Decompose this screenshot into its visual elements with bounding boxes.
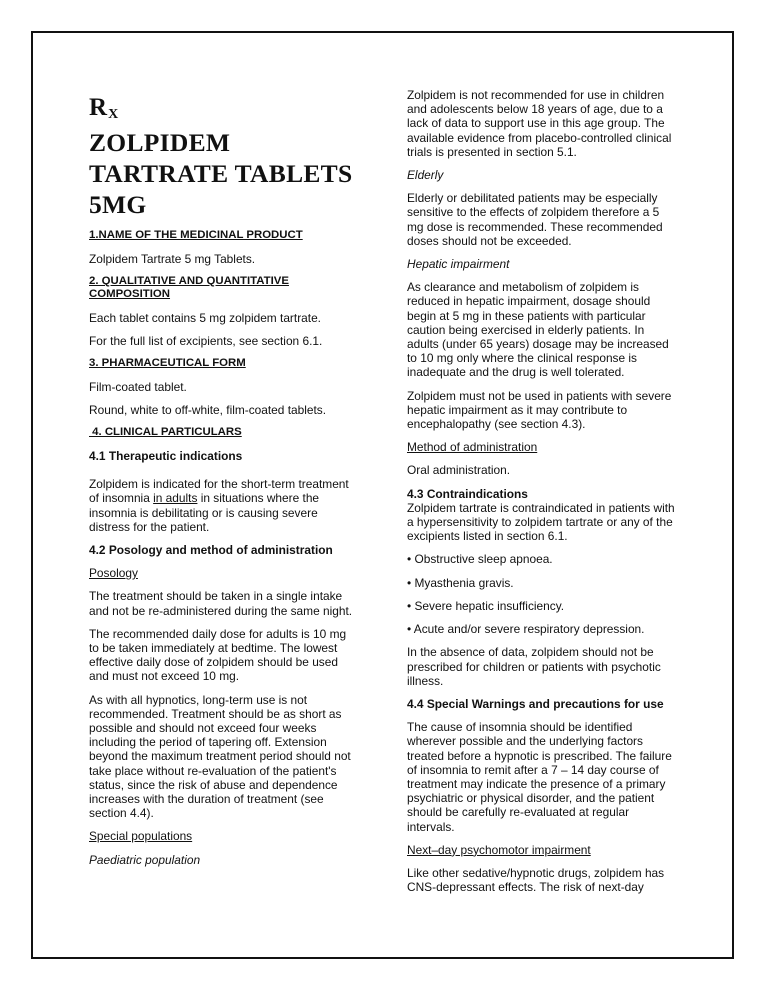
posology-text: As with all hypnotics, long-term use is not recommended. Treatment should be as short as possible and should not exceed four weeks including the period of tapering off. Extension beyond the maximum treatment period should not take place without re-evaluation of the patient's status, since the risk of abuse and dependence increases with the duration of treatment (see section 4.4).: [89, 692, 351, 821]
contraindications-text: In the absence of data, zolpidem should not be prescribed for children or patients with psychotic illness.: [407, 645, 661, 688]
posology-text: The recommended daily dose for adults is 10 mg to be taken immediately at bedtime. The lowest effective daily dose of zolpidem should be used and must not exceed 10 mg.: [89, 626, 347, 684]
elderly-text: Elderly or debilitated patients may be especially sensitive to the effects of zolpidem therefore a 5 mg dose is recommended. These recommended doses should not be exceeded.: [407, 191, 663, 248]
contraindication-item: • Obstructive sleep apnoea.: [407, 552, 553, 567]
paediatric-text: Zolpidem is not recommended for use in children and adolescents below 18 years of age, due to a lack of data to support use in this age group. The available evidence from placebo-controlled clinical trials is presented in section 5.1.: [407, 88, 672, 159]
contraindications-text: Zolpidem tartrate is contraindicated in patients with a hypersensitivity to zolpidem tartrate or any of the excipients listed in section 6.1.: [407, 500, 675, 544]
section-4-2-heading: 4.2 Posology and method of administration: [89, 543, 333, 557]
section-4-3-heading: 4.3 Contraindications: [407, 486, 528, 501]
contraindication-item: • Severe hepatic insufficiency.: [407, 598, 565, 613]
product-title: ZOLPIDEM TARTRATE TABLETS 5MG: [89, 128, 353, 219]
paediatric-heading: Paediatric population: [89, 852, 201, 867]
indications-text: Zolpidem is indicated for the short-term treatment of insomnia in adults in situations where the insomnia is debilitating or is causing severe distress for the patient.: [89, 477, 349, 534]
method-text: Oral administration.: [407, 463, 511, 478]
right-column: [407, 88, 679, 903]
section-2-text: Each tablet contains 5 mg zolpidem tartrate.: [89, 310, 321, 325]
nextday-text: Like other sedative/hypnotic drugs, zolpidem has CNS-depressant effects. The risk of next-day: [407, 865, 665, 895]
posology-text: The treatment should be taken in a single intake and not be re-administered during the same night.: [89, 589, 353, 618]
hepatic-text: As clearance and metabolism of zolpidem is reduced in hepatic impairment, dosage should begin at 5 mg in these patients with particular caution being exercised in elderly patients. In adults (under 65 years) dosage may be increased to 10 mg only where the clinical response is inadequate and the drug is well tolerated.: [407, 280, 669, 380]
section-1-text: Zolpidem Tartrate 5 mg Tablets.: [89, 251, 256, 266]
section-3-text: Film-coated tablet.: [89, 379, 187, 394]
hepatic-heading: Hepatic impairment: [407, 257, 510, 272]
section-2-text: For the full list of excipients, see section 6.1.: [89, 334, 323, 349]
left-column: [89, 94, 359, 876]
hepatic-text: Zolpidem must not be used in patients with severe hepatic impairment as it may contribute to encephalopathy (see section 4.3).: [407, 388, 672, 432]
section-1-heading: 1.NAME OF THE MEDICINAL PRODUCT: [89, 229, 303, 241]
rx-symbol: $R_X$: [89, 94, 120, 122]
section-4-1-heading: 4.1 Therapeutic indications: [89, 448, 243, 463]
special-populations-heading: Special populations: [89, 829, 193, 844]
contraindication-item: • Myasthenia gravis.: [407, 575, 514, 590]
section-3-text: Round, white to off-white, film-coated tablets.: [89, 403, 327, 418]
elderly-heading: Elderly: [407, 168, 444, 183]
section-4-heading: 4. CLINICAL PARTICULARS: [89, 426, 242, 439]
section-3-heading: 3. PHARMACEUTICAL FORM: [89, 357, 246, 370]
contraindication-item: • Acute and/or severe respiratory depression.: [407, 622, 645, 637]
posology-heading: Posology: [89, 566, 138, 581]
section-4-4-heading: 4.4 Special Warnings and precautions for use: [407, 696, 664, 711]
method-heading: Method of administration: [407, 440, 538, 455]
warnings-text: The cause of insomnia should be identified wherever possible and the underlying factors treated before a hypnotic is prescribed. The failure of insomnia to remit after a 7 – 14 day course of treatment may indicate the presence of a primary psychiatric or physical disorder, and the patient should be carefully re-evaluated at regular intervals.: [407, 720, 672, 834]
nextday-heading: Next–day psychomotor impairment: [407, 842, 591, 857]
section-2-heading: 2. QUALITATIVE AND QUANTITATIVE COMPOSITION: [89, 274, 289, 301]
